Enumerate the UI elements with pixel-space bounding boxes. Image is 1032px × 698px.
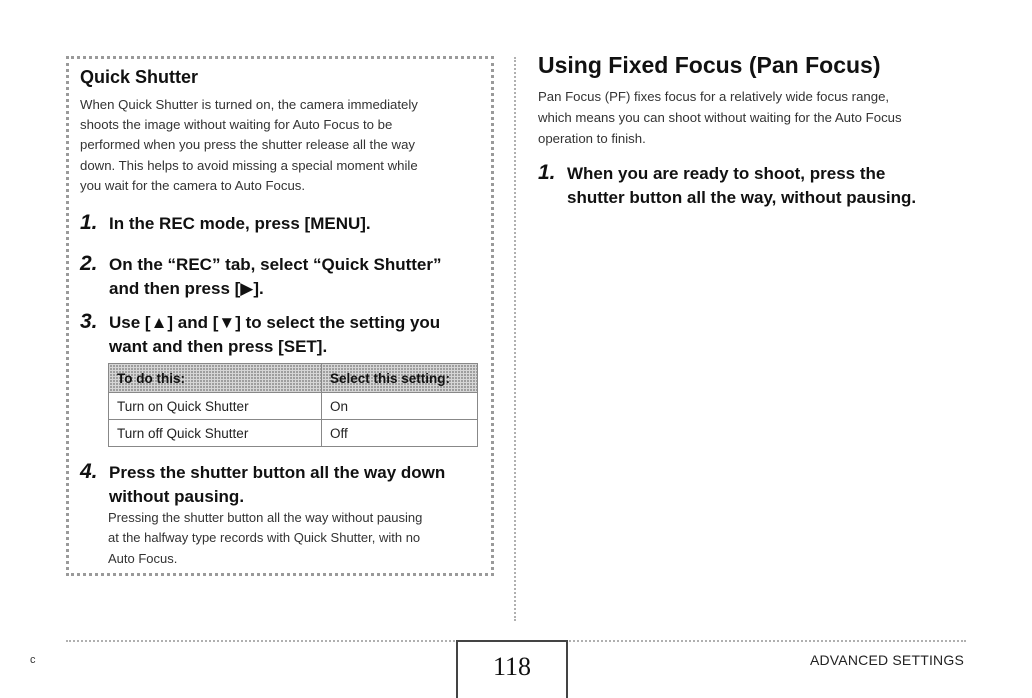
intro-line: performed when you press the shutter release all the way [80,137,415,153]
table-cell: Off [322,420,478,447]
table-cell: Turn off Quick Shutter [109,420,322,447]
step-line: and then press [▶]. [109,279,264,298]
page-number: 118 [492,652,532,681]
step-line: want and then press [SET]. [109,337,328,356]
step-text [109,212,479,236]
step-text [109,253,479,301]
section-label: ADVANCED SETTINGS [809,652,964,668]
table-row [109,393,478,420]
table-header-action: To do this: [109,364,322,393]
column-divider [514,57,516,621]
step-number: 4. [80,460,98,483]
intro-line: Pan Focus (PF) fixes focus for a relatively wide focus range, [538,89,890,104]
intro-line: shoots the image without waiting for Auto Focus to be [80,117,393,133]
pan-focus-title: Using Fixed Focus (Pan Focus) [538,52,881,78]
quick-shutter-intro [80,95,475,196]
page-number-box [456,640,568,698]
note-line: Pressing the shutter button all the way without pausing [108,510,423,525]
step-text [109,461,479,509]
intro-line: down. This helps to avoid missing a special moment while [80,157,418,173]
step-text [567,162,987,210]
intro-line: you wait for the camera to Auto Focus. [80,177,306,193]
step-line: Press the shutter button all the way down [109,463,446,482]
step-number: 1. [80,211,98,234]
step-text [109,311,479,359]
step-line: In the REC mode, press [MENU]. [109,214,371,233]
table-header-setting: Select this setting: [322,364,478,393]
step-number: 2. [80,252,98,275]
step-line: When you are ready to shoot, press the [567,164,886,183]
step-line: Use [▲] and [▼] to select the setting you [109,313,441,332]
step-line: without pausing. [109,487,245,506]
table-row [109,420,478,447]
step-number: 3. [80,310,98,333]
note-line: Auto Focus. [108,550,178,566]
table-cell: On [322,393,478,420]
quick-shutter-title: Quick Shutter [80,67,199,87]
step-line: shutter button all the way, without pausing. [567,188,917,207]
intro-line: When Quick Shutter is turned on, the camera immediately [80,97,418,112]
settings-table [108,363,478,447]
corner-mark: c [30,654,36,666]
pan-focus-intro [538,86,968,149]
intro-line: which means you can shoot without waiting for the Auto Focus [538,110,902,125]
intro-line: operation to finish. [538,131,646,146]
step-line: On the “REC” tab, select “Quick Shutter” [109,255,442,274]
step-number: 1. [538,161,556,184]
table-cell: Turn on Quick Shutter [109,393,322,420]
step-4-note [108,508,478,569]
table-header-row [109,364,478,393]
note-line: at the halfway type records with Quick Shutter, with no [108,530,421,546]
